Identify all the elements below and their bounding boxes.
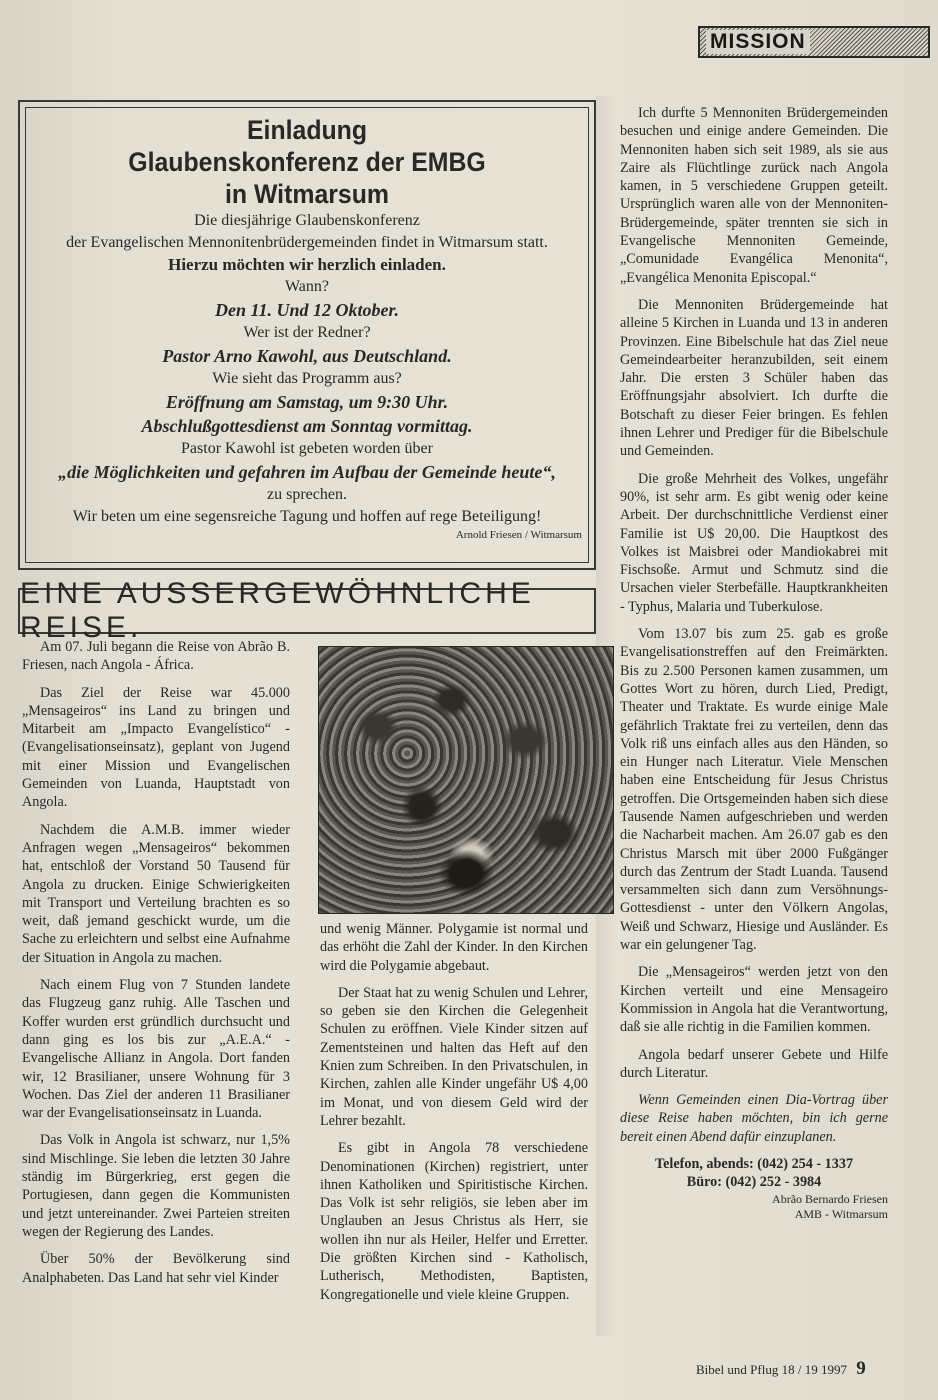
footer-page-number: 9 (856, 1358, 866, 1379)
col2-paragraph: Es gibt in Angola 78 verschiedene Denominationen (Kirchen) registriert, unter ihnen Katholiken und Spiritistische Kirchen. Das Volk ist sehr religiös, sie leben aber im Unglauben an Jesus Christus als Herr, sie wollen ihn nur als Heiler, Helfer und Erretter. Die größten Kirchen sind - Katholisch, Lutherisch, Methodisten, Baptisten, Kongregationelle und viele kleine Gruppen. (320, 1140, 588, 1303)
col1-paragraph: Am 07. Juli begann die Reise von Abrão B. Friesen, nach Angola - África. (22, 639, 290, 674)
invitation-intro-2: der Evangelischen Mennonitenbrüdergemeinden findet in Witmarsum statt. (66, 234, 548, 251)
col1-paragraph: Über 50% der Bevölkerung sind Analphabeten. Das Land hat sehr viel Kinder (22, 1251, 290, 1286)
col3-paragraph: Angola bedarf unserer Gebete und Hilfe durch Literatur. (620, 1046, 888, 1081)
col3-paragraph: Die „Mensageiros“ werden jetzt von den Kirchen verteilt und eine Mensageiro Kommission in Angola hat die Verantwortung, daß sie alle richtig in die Familien kommen. (620, 964, 888, 1036)
invitation-topic: „die Möglichkeiten und gefahren im Aufbau der Gemeinde heute“, (58, 462, 556, 482)
invitation-answer-opening: Eröffnung am Samstag, um 9:30 Uhr. (165, 392, 449, 412)
invitation-title (48, 114, 565, 210)
col3-paragraph: Die große Mehrheit des Volkes, ungefähr 90%, ist sehr arm. Es gibt wenig oder keine Arbeit. Der durchschnittliche Verdienst einer Familie ist U$ 20,00. Die Hauptkost des Volkes ist Maisbrei oder Mandiokabrei mit Fischsoße. Armut und Schmutz sind die Ursachen vieler Sterbefälle. Hauptkrankheiten - Typhus, Malaria und Tuberkulose. (620, 470, 888, 615)
invitation-inner-frame (25, 107, 589, 563)
invitation-answer-when: Den 11. Und 12 Oktober. (214, 300, 400, 320)
col1-paragraph: Nach einem Flug von 7 Stunden landete das Flugzeug ganz ruhig. Alle Taschen und Koffer wurden erst gründlich durchsucht und dann ging es los bis zur „A.E.A.“ - Evangelische Allianz in Angola. Dort fanden wir, 12 Brasilianer, unsere Wohnung für 3 Wochen. Das Ziel der anderen 11 Brasilianer war der Evangelisationseinsatz in Luanda. (22, 977, 290, 1122)
col1-paragraph: Nachdem die A.M.B. immer wieder Anfragen wegen „Mensageiros“ bekommen hat, entschloß der Vorstand 50 Tausend für Angola zu drucken. Einige Schwierigkeiten mit Transport und Verteilung brachten es so weit, daß jemand geschickt wurde, um die Sache zu erleichtern und selbst eine Aufnahme der Situation in Angola zu machen. (22, 821, 290, 966)
article-organization: AMB - Witmarsum (794, 1206, 888, 1221)
article-title: EINE AUSSERGEWÖHNLICHE REISE. (18, 588, 596, 634)
contact-phone-evening: Telefon, abends: (042) 254 - 1337 (654, 1156, 854, 1173)
invitation-title-line3: in Witmarsum (224, 179, 390, 209)
invitation-box (18, 100, 596, 570)
invitation-closing: Wir beten um eine segensreiche Tagung und hoffen auf rege Beteiligung! (72, 508, 542, 525)
section-tag-label: MISSION (706, 30, 810, 54)
article-column-1 (22, 638, 290, 1296)
invitation-title-line2: Glaubenskonferenz der EMBG (128, 147, 486, 177)
invitation-answer-closing: Abschlußgottesdienst am Sonntag vormittag. (141, 416, 473, 436)
invitation-question-speaker: Wer ist der Redner? (243, 324, 371, 341)
footer-issue: 18 / 19 1997 (781, 1362, 847, 1377)
page-footer (696, 1358, 866, 1380)
article-column-3 (620, 104, 888, 1222)
invitation-question-when: Wann? (284, 278, 330, 295)
col3-paragraph: Die Mennoniten Brüdergemeinde hat alleine 5 Kirchen in Luanda und 13 in anderen Provinzen. Eine Bibelschule hat das Ziel neue Gemeindearbeiter heranzubilden, seit einem Jahr. Die ersten 3 Schüler haben das Eröffnungsjahr absolviert. Ich durfte die Botschaft zu dieser Feier bringen. Es fehlen ihnen Lehrer und Prediger für die Bibelschule und Gemeinden. (620, 296, 888, 460)
col1-paragraph: Das Volk in Angola ist schwarz, nur 1,5% sind Mischlinge. Sie leben die letzten 30 Jahre ständig im Bürgerkrieg, erst gegen die Portugiesen, dann gegen die Kommunisten und jetzt untereinander. Zwei Parteien streiten wegen der Regierung des Landes. (22, 1132, 290, 1240)
section-tag (698, 26, 930, 58)
article-author: Abrão Bernardo Friesen (772, 1191, 888, 1206)
invitation-intro-1: Die diesjährige Glaubenskonferenz (194, 212, 420, 229)
col2-paragraph: und wenig Männer. Polygamie ist normal und das erhöht die Zahl der Kinder. In den Kirchen wird die Polygamie abgebaut. (320, 921, 588, 974)
invitation-question-program: Wie sieht das Programm aus? (212, 370, 402, 387)
invitation-topic-intro: Pastor Kawohl ist gebeten worden über (181, 440, 433, 457)
contact-phone-office: Büro: (042) 252 - 3984 (686, 1174, 822, 1191)
col3-closing-note: Wenn Gemeinden einen Dia-Vortrag über diese Reise haben möchten, bin ich gerne bereit einen Abend dafür einzuplanen. (620, 1092, 888, 1145)
col1-paragraph: Das Ziel der Reise war 45.000 „Mensageiros“ ins Land zu bringen und Mitarbeit am „Impacto Evangelístico“ - (Evangelisationseinsatz), geplant von Jugend mit einer Mission und Evangelischen Gemeinden von Luanda, Hauptstadt von Angola. (22, 684, 290, 811)
crowd-photo (318, 646, 614, 914)
col3-paragraph: Vom 13.07 bis zum 25. gab es große Evangelisationstreffen auf den Freimärkten. Bis zu 2.500 Personen kamen zusammen, um Gottes Wort zu hören, durch Lied, Predigt, Theater und Traktate. Es wurde einige Male gefährlich Traktate frei zu verteilen, denn das Volk riß uns einfach alles aus den Händen, so ein Hunger nach Literatur. Viele Menschen haben eine Entscheidung für Jesus Christus getroffen. Die Ortsgemeinden haben sich diese Tausende Namen aufgeschrieben und werden die Nacharbeit machen. Am 26.07 gab es den Christus Marsch mit über 2000 Fußgänger durch das Zentrum der Stadt Luanda. Tausend versammelten sich dann zum Versöhnungs-Gottesdienst - unter den Völkern Angolas, Weiß und Schwarz, Hiesige und Ausländer. Es war ein gelungener Tag. (620, 626, 888, 954)
invitation-signature: Arnold Friesen / Witmarsum (455, 529, 582, 541)
invitation-answer-speaker: Pastor Arno Kawohl, aus Deutschland. (162, 346, 452, 366)
invitation-intro-3: Hierzu möchten wir herzlich einladen. (168, 255, 446, 274)
col3-paragraph: Ich durfte 5 Mennoniten Brüdergemeinden besuchen und einige andere Gemeinden. Die Mennoniten haben sich seit 1989, als sie aus Zaire als Flüchtlinge zurück nach Angola kamen, in 5 verschiedene Gruppen geteilt. Ursprünglich waren alle von der Mennoniten-Brüdergemeinde, später trennten sie sich in Evangelische Mennoniten Gemeinde, „Comunidade Evangélica Menonita“, „Evangélica Menonita Episcopal.“ (620, 105, 888, 286)
footer-magazine: Bibel und Pflug (696, 1362, 779, 1377)
invitation-title-line1: Einladung (246, 115, 368, 145)
article-column-2 (320, 920, 588, 1313)
col2-paragraph: Der Staat hat zu wenig Schulen und Lehrer, so geben sie den Kirchen die Gelegenheit Schulen zu eröffnen. Viele Kinder sitzen auf Zementsteinen und halten das Heft auf den Knien zum Schreiben. In den Privatschulen, in Kirchen, zahlen alle Kinder ungefähr U$ 4,00 im Monat, und von diesem Geld wird der Lehrer bezahlt. (320, 984, 588, 1129)
invitation-topic-end: zu sprechen. (267, 486, 347, 503)
